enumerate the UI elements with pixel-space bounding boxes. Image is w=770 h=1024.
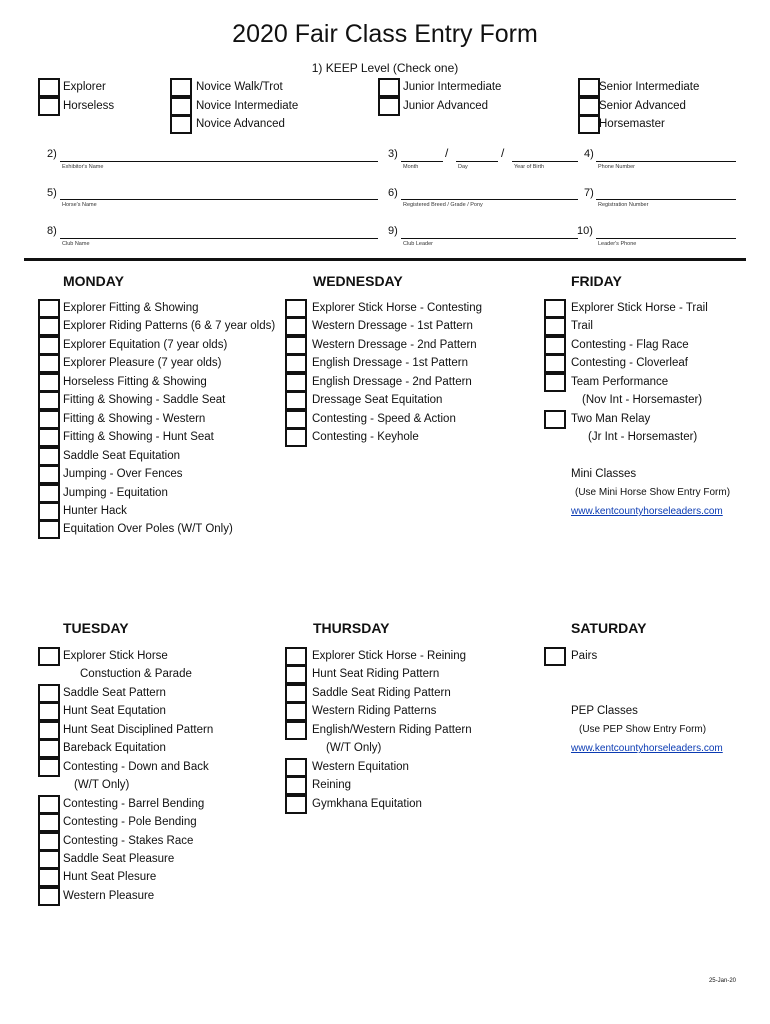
field-caption: Year of Birth — [514, 164, 545, 170]
field-caption: Registration Number — [598, 202, 649, 208]
checkbox-monday-9[interactable] — [38, 465, 60, 484]
checkbox-wednesday-2[interactable] — [285, 336, 307, 355]
field-caption: Phone Number — [598, 164, 635, 170]
heading-tuesday: TUESDAY — [63, 620, 129, 636]
class-label-wednesday: Dressage Seat Equitation — [312, 394, 443, 407]
birth-day-field[interactable] — [456, 161, 498, 162]
class-label-thursday: (W/T Only) — [326, 742, 382, 755]
class-label-thursday: Explorer Stick Horse - Reining — [312, 650, 467, 662]
form-date: 25-Jan-20 — [708, 978, 736, 984]
field-number: 8) — [47, 225, 57, 237]
class-label-monday: Explorer Equitation (7 year olds) — [63, 338, 228, 351]
checkbox-wednesday-6[interactable] — [285, 410, 307, 429]
class-label-monday: Fitting & Showing - Western — [63, 412, 206, 425]
checkbox-junior-intermediate[interactable] — [378, 78, 400, 97]
mini-classes-note: (Use Mini Horse Show Entry Form) — [575, 486, 731, 498]
checkbox-monday-11[interactable] — [38, 502, 60, 521]
class-label-wednesday: Western Dressage - 1st Pattern — [312, 320, 473, 333]
class-label-tuesday: Explorer Stick Horse — [63, 650, 168, 662]
class-label-friday: Explorer Stick Horse - Trail — [571, 302, 708, 314]
level-label: Senior Intermediate — [599, 81, 700, 93]
checkbox-tuesday-8[interactable] — [38, 795, 60, 814]
checkbox-thursday-7[interactable] — [285, 776, 307, 795]
class-label-wednesday: Contesting - Keyhole — [312, 431, 419, 444]
class-label-friday: Team Performance — [571, 375, 669, 388]
level-label: Junior Advanced — [403, 100, 489, 112]
checkbox-friday-3[interactable] — [544, 354, 566, 373]
class-label-thursday: Hunt Seat Riding Pattern — [312, 668, 440, 681]
checkbox-tuesday-3[interactable] — [38, 702, 60, 721]
checkbox-horsemaster[interactable] — [578, 115, 600, 134]
field-number: 6) — [388, 187, 398, 199]
mini-classes-link[interactable]: www.kentcountyhorseleaders.com — [571, 505, 723, 517]
field-number: 9) — [388, 225, 398, 237]
level-label: Horsemaster — [599, 118, 665, 130]
checkbox-wednesday-0[interactable] — [285, 299, 307, 318]
heading-saturday: SATURDAY — [571, 620, 647, 636]
checkbox-thursday-2[interactable] — [285, 684, 307, 703]
checkbox-monday-12[interactable] — [38, 520, 60, 539]
checkbox-tuesday-2[interactable] — [38, 684, 60, 703]
checkbox-novice-walk-trot[interactable] — [170, 78, 192, 97]
heading-monday: MONDAY — [63, 273, 124, 289]
checkbox-thursday-8[interactable] — [285, 795, 307, 814]
exhibitor-name-field[interactable] — [60, 161, 378, 162]
checkbox-friday-2[interactable] — [544, 336, 566, 355]
club-leader-field[interactable] — [401, 238, 578, 239]
class-label-monday: Equitation Over Poles (W/T Only) — [63, 523, 233, 536]
level-label: Novice Intermediate — [196, 100, 299, 112]
class-label-tuesday: Saddle Seat Pleasure — [63, 852, 175, 865]
class-label-thursday: English/Western Riding Pattern — [312, 723, 472, 736]
checkbox-wednesday-3[interactable] — [285, 354, 307, 373]
class-label-tuesday: Bareback Equitation — [63, 742, 166, 755]
checkbox-monday-7[interactable] — [38, 428, 60, 447]
checkbox-wednesday-7[interactable] — [285, 428, 307, 447]
checkbox-horseless[interactable] — [38, 97, 60, 116]
class-label-friday: Two Man Relay — [571, 412, 651, 425]
class-label-tuesday: Hunt Seat Plesure — [63, 871, 157, 884]
class-label-monday: Horseless Fitting & Showing — [63, 375, 207, 388]
level-label: Explorer — [63, 81, 106, 93]
class-label-tuesday: Contesting - Pole Bending — [63, 816, 197, 829]
birth-year-field[interactable] — [512, 161, 578, 162]
level-label: Junior Intermediate — [403, 81, 502, 93]
checkbox-novice-intermediate[interactable] — [170, 97, 192, 116]
level-label: Senior Advanced — [599, 100, 686, 112]
leader-phone-field[interactable] — [596, 238, 736, 239]
class-label-saturday: Pairs — [571, 650, 598, 662]
checkbox-tuesday-4[interactable] — [38, 721, 60, 740]
level-label: Novice Walk/Trot — [196, 81, 283, 93]
class-label-wednesday: English Dressage - 2nd Pattern — [312, 375, 472, 388]
checkbox-thursday-3[interactable] — [285, 702, 307, 721]
level-label: Novice Advanced — [196, 118, 285, 130]
field-number: 3) — [388, 148, 398, 160]
checkbox-monday-10[interactable] — [38, 484, 60, 503]
class-label-monday: Fitting & Showing - Hunt Seat — [63, 431, 214, 444]
keep-level-heading: 1) KEEP Level (Check one) — [311, 61, 459, 75]
field-caption: Month — [403, 164, 419, 170]
heading-thursday: THURSDAY — [313, 620, 390, 636]
checkbox-tuesday-9[interactable] — [38, 813, 60, 832]
field-caption: Registered Breed / Grade / Pony — [403, 202, 483, 208]
class-label-monday: Saddle Seat Equitation — [63, 449, 181, 462]
checkbox-thursday-6[interactable] — [285, 758, 307, 777]
checkbox-saturday-0[interactable] — [544, 647, 566, 666]
checkbox-wednesday-1[interactable] — [285, 317, 307, 336]
class-label-wednesday: Explorer Stick Horse - Contesting — [312, 302, 483, 314]
checkbox-junior-advanced[interactable] — [378, 97, 400, 116]
class-label-monday: Explorer Fitting & Showing — [63, 302, 199, 314]
class-label-monday: Hunter Hack — [63, 504, 127, 517]
class-label-tuesday: Contesting - Down and Back — [63, 760, 209, 773]
class-label-tuesday: Hunt Seat Disciplined Pattern — [63, 723, 214, 736]
checkbox-thursday-1[interactable] — [285, 665, 307, 684]
field-caption: Club Leader — [403, 241, 433, 247]
checkbox-friday-1[interactable] — [544, 317, 566, 336]
field-number: 4) — [584, 148, 594, 160]
checkbox-tuesday-12[interactable] — [38, 868, 60, 887]
heading-wednesday: WEDNESDAY — [313, 273, 403, 289]
class-label-monday: Fitting & Showing - Saddle Seat — [63, 394, 226, 407]
class-label-monday: Explorer Riding Patterns (6 & 7 year olds) — [63, 320, 276, 333]
registration-number-field[interactable] — [596, 199, 736, 200]
section-divider — [24, 258, 746, 261]
checkbox-explorer[interactable] — [38, 78, 60, 97]
pep-classes-link[interactable]: www.kentcountyhorseleaders.com — [571, 743, 723, 755]
mini-classes-label: Mini Classes — [571, 468, 637, 481]
class-label-friday: Contesting - Cloverleaf — [571, 357, 688, 370]
field-caption: Club Name — [62, 241, 90, 247]
class-label-tuesday: Hunt Seat Equtation — [63, 705, 166, 718]
checkbox-tuesday-11[interactable] — [38, 850, 60, 869]
class-label-monday: Explorer Pleasure (7 year olds) — [63, 357, 222, 370]
checkbox-monday-2[interactable] — [38, 336, 60, 355]
checkbox-monday-5[interactable] — [38, 391, 60, 410]
checkbox-friday-4[interactable] — [544, 373, 566, 392]
field-caption: Horse's Name — [62, 202, 97, 208]
checkbox-senior-advanced[interactable] — [578, 97, 600, 116]
checkbox-monday-8[interactable] — [38, 447, 60, 466]
class-label-thursday: Gymkhana Equitation — [312, 797, 422, 810]
class-label-monday: Jumping - Over Fences — [63, 468, 183, 481]
checkbox-tuesday-13[interactable] — [38, 887, 60, 906]
phone-number-field[interactable] — [596, 161, 736, 162]
class-label-thursday: Western Equitation — [312, 760, 409, 773]
checkbox-monday-0[interactable] — [38, 299, 60, 318]
checkbox-wednesday-4[interactable] — [285, 373, 307, 392]
field-caption: Leader's Phone — [598, 241, 637, 247]
form-title: 2020 Fair Class Entry Form — [232, 20, 538, 48]
level-label: Horseless — [63, 100, 115, 112]
checkbox-tuesday-5[interactable] — [38, 739, 60, 758]
class-label-friday: Contesting - Flag Race — [571, 338, 689, 351]
class-label-tuesday: Constuction & Parade — [80, 668, 192, 681]
field-caption: Exhibitor's Name — [62, 164, 104, 170]
two-man-relay-note: (Jr Int - Horsemaster) — [588, 431, 698, 444]
class-label-wednesday: Contesting - Speed & Action — [312, 412, 456, 425]
checkbox-wednesday-5[interactable] — [285, 391, 307, 410]
class-label-thursday: Western Riding Patterns — [312, 705, 437, 718]
checkbox-monday-1[interactable] — [38, 317, 60, 336]
checkbox-novice-advanced[interactable] — [170, 115, 192, 134]
class-label-tuesday: (W/T Only) — [74, 779, 130, 792]
checkbox-tuesday-0[interactable] — [38, 647, 60, 666]
checkbox-senior-intermediate[interactable] — [578, 78, 600, 97]
team-performance-note: (Nov Int - Horsemaster) — [582, 394, 703, 407]
class-label-tuesday: Contesting - Stakes Race — [63, 834, 194, 847]
field-number: 10) — [577, 225, 593, 237]
field-number: 2) — [47, 148, 57, 160]
heading-friday: FRIDAY — [571, 273, 622, 289]
class-label-thursday: Reining — [312, 779, 351, 792]
club-name-field[interactable] — [60, 238, 378, 239]
horse-name-field[interactable] — [60, 199, 378, 200]
class-label-friday: Trail — [571, 320, 593, 333]
pep-classes-note: (Use PEP Show Entry Form) — [579, 723, 707, 735]
class-label-wednesday: Western Dressage - 2nd Pattern — [312, 338, 477, 351]
class-label-thursday: Saddle Seat Riding Pattern — [312, 686, 451, 699]
checkbox-thursday-4[interactable] — [285, 721, 307, 740]
checkbox-two-man-relay[interactable] — [544, 410, 566, 429]
checkbox-tuesday-6[interactable] — [38, 758, 60, 777]
checkbox-thursday-0[interactable] — [285, 647, 307, 666]
checkbox-monday-6[interactable] — [38, 410, 60, 429]
field-number: 7) — [584, 187, 594, 199]
class-label-tuesday: Saddle Seat Pattern — [63, 686, 166, 699]
pep-classes-label: PEP Classes — [571, 705, 638, 718]
field-number: 5) — [47, 187, 57, 199]
checkbox-friday-0[interactable] — [544, 299, 566, 318]
class-label-tuesday: Contesting - Barrel Bending — [63, 797, 205, 810]
checkbox-monday-3[interactable] — [38, 354, 60, 373]
birth-month-field[interactable] — [401, 161, 443, 162]
class-label-tuesday: Western Pleasure — [63, 889, 155, 902]
checkbox-monday-4[interactable] — [38, 373, 60, 392]
class-label-wednesday: English Dressage - 1st Pattern — [312, 357, 468, 370]
checkbox-tuesday-10[interactable] — [38, 832, 60, 851]
field-caption: Day — [458, 164, 468, 170]
class-label-monday: Jumping - Equitation — [63, 486, 168, 499]
breed-field[interactable] — [401, 199, 578, 200]
